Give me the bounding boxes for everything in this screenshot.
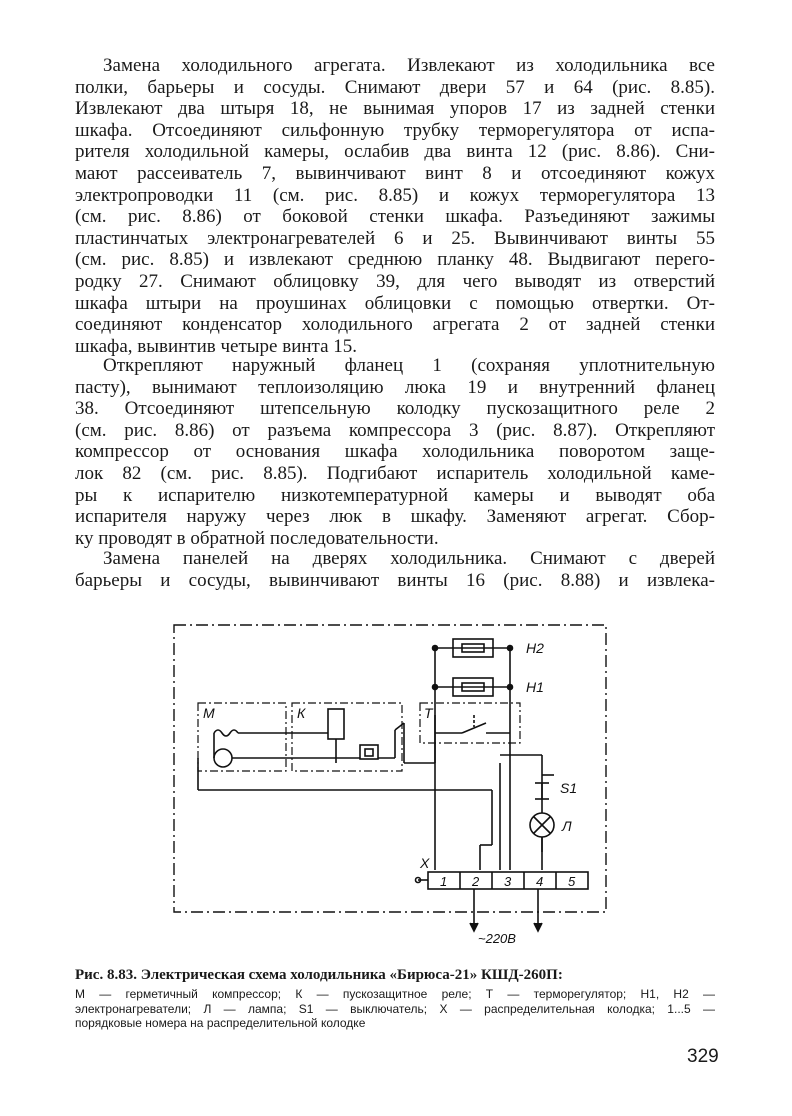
text-line: пластинчатых электронагревателей 6 и 25. Вывинчивают винты 55: [75, 227, 715, 249]
label-h1: Н1: [526, 679, 544, 695]
text-line: соединяют конденсатор холодильного агрегата 2 от задней стенки: [75, 314, 715, 336]
text-line: ры к испарителю низкотемпературной камеры и выводят оба: [75, 484, 715, 506]
text-line: барьеры и сосуды, вывинчивают винты 16 (рис. 8.88) и извлека-: [75, 569, 715, 591]
heater-h1: [433, 678, 513, 696]
figure-caption-title: Рис. 8.83. Электрическая схема холодильника «Бирюса-21» КШД-260П:: [75, 967, 563, 983]
label-m: М: [203, 705, 215, 721]
paragraph-flange-removal: [75, 355, 715, 549]
text-line: пасту), вынимают теплоизоляцию люка 19 и внутренний фланец: [75, 376, 715, 398]
terminal-3: 3: [504, 874, 512, 889]
label-s1: S1: [560, 780, 578, 796]
text-line: испарителя наружу через люк в шкафу. Заменяют агрегат. Сбор-: [75, 506, 715, 528]
switch-s1: [535, 775, 554, 799]
text-line: полки, барьеры и сосуды. Снимают двери 57 и 64 (рис. 8.85).: [75, 76, 715, 98]
lamp-l: [530, 813, 554, 837]
label-x: X: [420, 855, 430, 871]
text-line: ку проводят в обратной последовательности.: [75, 527, 439, 549]
text-line: родку 27. Снимают облицовку 39, для чего выводят из отверстий: [75, 270, 715, 292]
text-line: шкафа. Отсоединяют сильфонную трубку терморегулятора от испа-: [75, 119, 715, 141]
caption-line: М — герметичный компрессор; К — пускозащитное реле; Т — терморегулятор; Н1, Н2 —: [75, 987, 715, 1001]
text-line: (см. рис. 8.86) от боковой стенки шкафа. Разъединяют зажимы: [75, 206, 715, 228]
text-line: Замена холодильного агрегата. Извлекают из холодильника все: [103, 55, 715, 76]
caption-line: порядковые номера на распределительной колодке: [75, 1016, 366, 1031]
paragraph-door-panels: [75, 548, 715, 591]
text-line: рителя холодильной камеры, ослабив два винта 12 (рис. 8.86). Сни-: [75, 141, 715, 163]
text-line: электропроводки 11 (см. рис. 8.85) и кожух терморегулятора 13: [75, 184, 715, 206]
text-line: компрессор от основания шкафа холодильника поворотом защe-: [75, 441, 715, 463]
paragraph-compressor-replacement: [75, 55, 715, 357]
electrical-schematic: [170, 615, 610, 945]
text-line: Открепляют наружный фланец 1 (сохраняя уплотнительную: [103, 355, 715, 376]
text-line: шкафа штыри на проушинах облицовки с помощью отвертки. От-: [75, 292, 715, 314]
text-line: мают рассеиватель 7, вывинчивают винт 8 и отсоединяют кожух: [75, 162, 715, 184]
terminal-5: 5: [568, 874, 576, 889]
text-line: (см. рис. 8.85) и извлекают среднюю планку 48. Выдвигают перего-: [75, 249, 715, 271]
label-lamp: Л: [562, 818, 572, 834]
text-line: шкафа, вывинтив четыре винта 15.: [75, 335, 358, 357]
text-line: лок 82 (см. рис. 8.85). Подгибают испаритель холодильной каме-: [75, 462, 715, 484]
terminal-4: 4: [536, 874, 544, 889]
page-number: 329: [687, 1046, 719, 1067]
text-line: Извлекают два штыря 18, не вынимая упоров 17 из задней стенки: [75, 98, 715, 120]
text-line: 38. Отсоединяют штепсельную колодку пускозащитного реле 2: [75, 398, 715, 420]
terminal-2: 2: [472, 874, 480, 889]
figure-caption-legend: [75, 987, 715, 1031]
label-supply: ~220В: [478, 931, 516, 945]
caption-line: электронагреватели; Л — лампа; S1 — выключатель; X — распределительная колодка; 1...5 —: [75, 1001, 715, 1016]
heater-h2: [433, 639, 513, 657]
label-h2: Н2: [526, 640, 544, 656]
text-line: Замена панелей на дверях холодильника. Снимают с дверей: [103, 548, 715, 569]
terminal-1: 1: [440, 874, 448, 889]
label-t: Т: [424, 705, 433, 721]
text-line: (см. рис. 8.86) от разъема компрессора 3 (рис. 8.87). Открепляют: [75, 419, 715, 441]
label-k: К: [297, 705, 306, 721]
